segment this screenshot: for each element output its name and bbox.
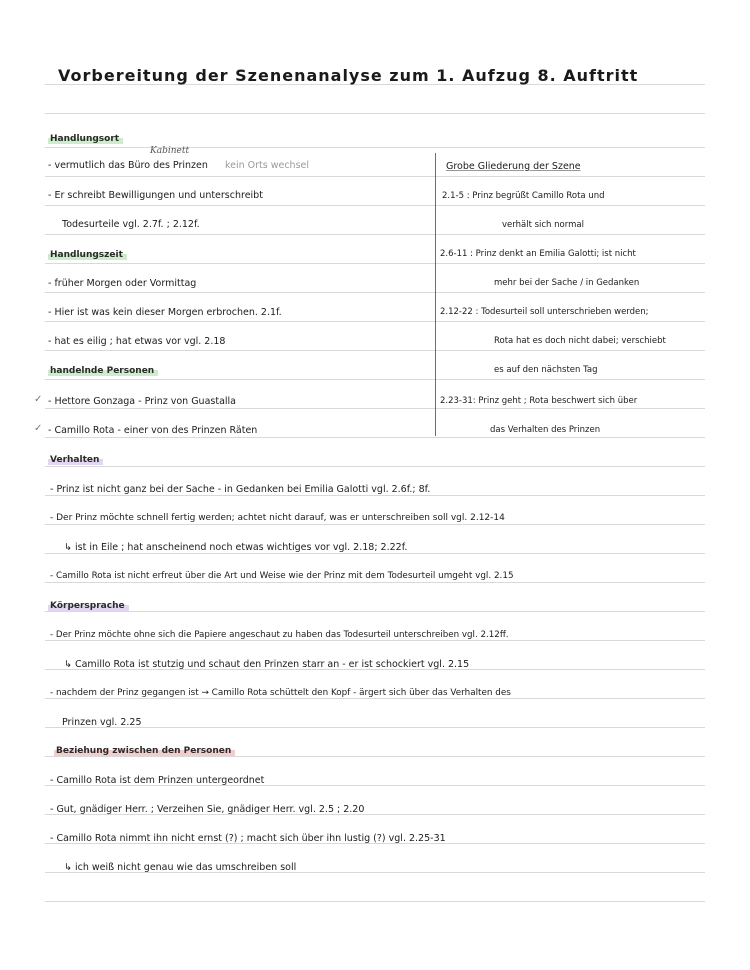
gliederung-3c: es auf den nächsten Tag [494, 365, 598, 375]
ruled-line [45, 901, 705, 902]
koerper-line-1: - Der Prinz möchte ohne sich die Papiere angeschaut zu haben das Todesurteil unterschreiben vgl. 2.12ff. [50, 630, 509, 640]
ruled-line [45, 234, 705, 235]
ruled-line [45, 756, 705, 757]
verhalten-line-4: - Camillo Rota ist nicht erfreut über die Art und Weise wie der Prinz mit dem Todesurteil umgeht vgl. 2.15 [50, 571, 514, 581]
ort-line-1: - vermutlich das Büro des Prinzen [48, 160, 208, 171]
ruled-line [45, 205, 705, 206]
column-divider [435, 153, 436, 436]
verhalten-line-1: - Prinz ist nicht ganz bei der Sache - in Gedanken bei Emilia Galotti vgl. 2.6f.; 8f. [50, 484, 431, 495]
ruled-line [45, 292, 705, 293]
koerper-line-2: ↳ Camillo Rota ist stutzig und schaut den Prinzen starr an - er ist schockiert vgl. 2.15 [64, 659, 470, 670]
text-line [48, 160, 309, 171]
beziehung-line-3: - Camillo Rota nimmt ihn nicht ernst (?) ; macht sich über ihn lustig (?) vgl. 2.25-31 [50, 833, 446, 844]
ruled-line [45, 466, 705, 467]
ruled-line [45, 147, 705, 148]
heading-gliederung: Grobe Gliederung der Szene [446, 161, 581, 172]
beziehung-line-4: ↳ ich weiß nicht genau wie das umschreiben soll [64, 862, 297, 873]
person-line-2: - Camillo Rota - einer von des Prinzen Räten [48, 425, 258, 436]
heading-handlungszeit: Handlungszeit [48, 250, 127, 260]
gliederung-1a: 2.1-5 : Prinz begrüßt Camillo Rota und [442, 191, 605, 201]
gliederung-2a: 2.6-11 : Prinz denkt an Emilia Galotti; ist nicht [440, 249, 636, 259]
ruled-line [45, 611, 705, 612]
ruled-line [45, 698, 705, 699]
beziehung-line-2: - Gut, gnädiger Herr. ; Verzeihen Sie, gnädiger Herr. vgl. 2.5 ; 2.20 [50, 804, 365, 815]
ruled-line [45, 408, 705, 409]
zeit-line-3: - hat es eilig ; hat etwas vor vgl. 2.18 [48, 336, 226, 347]
ruled-line [45, 727, 705, 728]
ort-line-2: - Er schreibt Bewilligungen und unterschreibt [48, 190, 263, 201]
ruled-line [45, 437, 705, 438]
person-line-1: - Hettore Gonzaga - Prinz von Guastalla [48, 396, 236, 407]
heading-koerpersprache: Körpersprache [48, 601, 129, 611]
ruled-line [45, 263, 705, 264]
ruled-line [45, 640, 705, 641]
beziehung-line-1: - Camillo Rota ist dem Prinzen untergeordnet [50, 775, 265, 786]
ruled-line [45, 176, 705, 177]
gliederung-4a: 2.23-31: Prinz geht ; Rota beschwert sich über [440, 396, 638, 406]
ort-line-3: Todesurteile vgl. 2.7f. ; 2.12f. [62, 219, 200, 230]
gliederung-4b: das Verhalten des Prinzen [490, 425, 601, 435]
ruled-line [45, 113, 705, 114]
ruled-line [45, 350, 705, 351]
page-title: Vorbereitung der Szenenanalyse zum 1. Aufzug 8. Auftritt [58, 66, 639, 85]
zeit-line-1: - früher Morgen oder Vormittag [48, 278, 197, 289]
verhalten-line-2: - Der Prinz möchte schnell fertig werden; achtet nicht darauf, was er unterschreiben soll vgl. 2.12-14 [50, 513, 505, 523]
ort-note: kein Orts wechsel [224, 160, 310, 171]
koerper-line-3: - nachdem der Prinz gegangen ist → Camillo Rota schüttelt den Kopf - ärgert sich über das Verhalten des [50, 688, 511, 698]
gliederung-1b: verhält sich normal [502, 220, 584, 230]
checkmark-icon: ✓ [34, 394, 43, 405]
ruled-line [45, 379, 705, 380]
ruled-line [45, 495, 705, 496]
gliederung-3b: Rota hat es doch nicht dabei; verschiebt [494, 336, 666, 346]
gliederung-2b: mehr bei der Sache / in Gedanken [494, 278, 640, 288]
ruled-line [45, 582, 705, 583]
verhalten-line-3: ↳ ist in Eile ; hat anscheinend noch etwas wichtiges vor vgl. 2.18; 2.22f. [64, 542, 408, 553]
ruled-line [45, 321, 705, 322]
annotation-kabinett: Kabinett [150, 146, 190, 156]
heading-handlungsort: Handlungsort [48, 134, 123, 144]
checkmark-icon: ✓ [34, 423, 43, 434]
koerper-line-4: Prinzen vgl. 2.25 [62, 717, 142, 728]
gliederung-3a: 2.12-22 : Todesurteil soll unterschrieben werden; [440, 307, 649, 317]
heading-beziehung: Beziehung zwischen den Personen [54, 746, 235, 756]
ruled-line [45, 524, 705, 525]
ruled-line [45, 553, 705, 554]
heading-verhalten: Verhalten [48, 455, 103, 465]
zeit-line-2: - Hier ist was kein dieser Morgen erbrochen. 2.1f. [48, 307, 282, 318]
heading-handelnde-personen: handelnde Personen [48, 366, 158, 376]
